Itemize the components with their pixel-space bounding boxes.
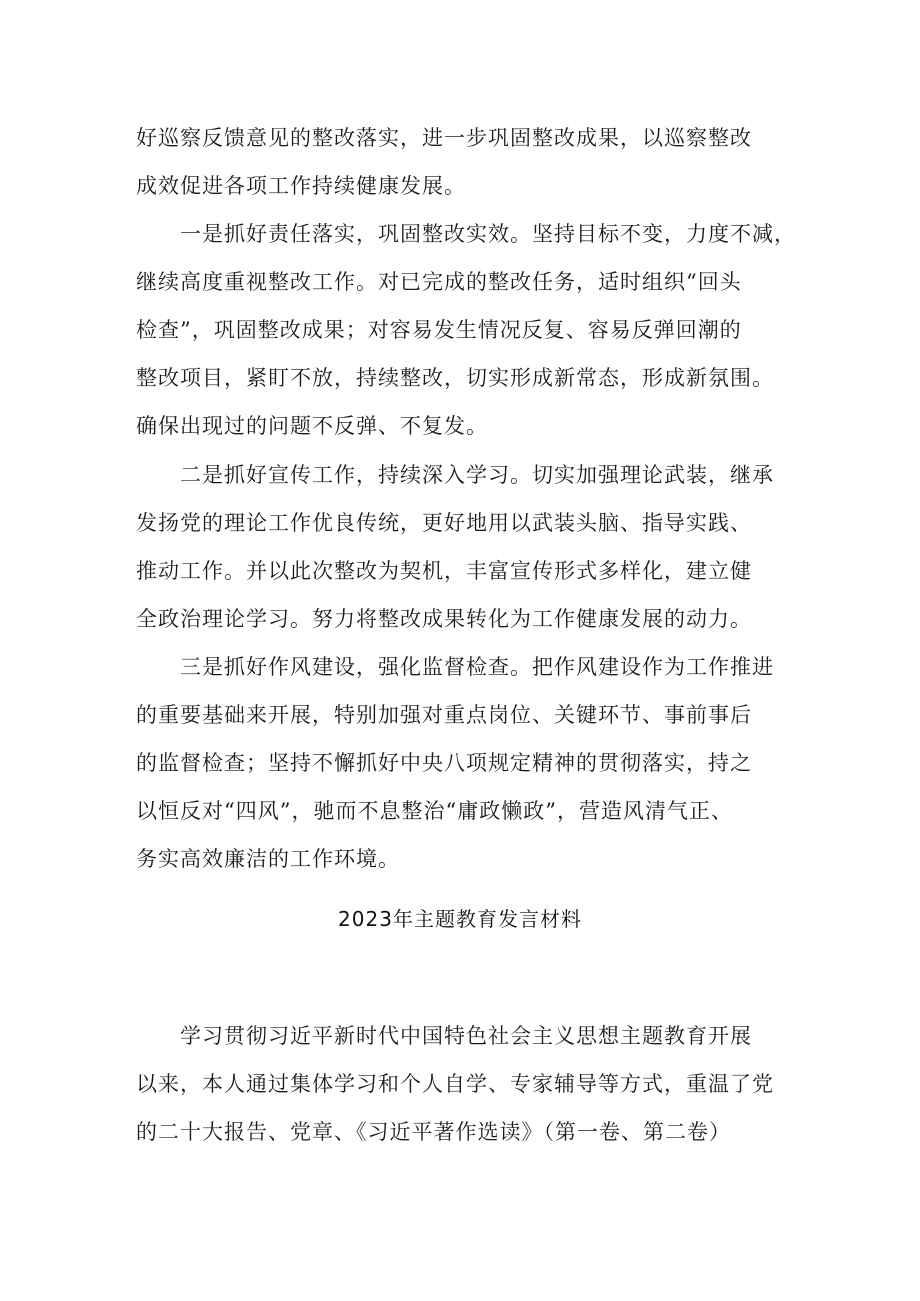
text-line: 检查”，巩固整改成果；对容易发生情况反复、容易反弹回潮的 — [136, 318, 742, 342]
text-line: 务实高效廉洁的工作环境。 — [136, 847, 400, 871]
text-line: 好巡察反馈意见的整改落实，进一步巩固整改成果，以巡察整改 — [136, 126, 752, 150]
text-line: 推动工作。并以此次整改为契机，丰富宣传形式多样化，建立健 — [136, 559, 752, 583]
text-line: 的二十大报告、党章、《习近平著作选读》（第一卷、第二卷） — [136, 1120, 731, 1144]
text-line: 的监督检查；坚持不懈抓好中央八项规定精神的贯彻落实，持之 — [136, 751, 752, 775]
text-line: 整改项目，紧盯不放，持续整改，切实形成新常态，形成新氛围。 — [136, 366, 774, 390]
text-line: 学习贯彻习近平新时代中国特色社会主义思想主题教育开展 — [136, 1024, 752, 1048]
section-title: 2023年主题教育发言材料 — [338, 907, 582, 931]
text-line: 成效促进各项工作持续健康发展。 — [136, 174, 466, 198]
paragraph-point-three — [136, 643, 796, 883]
text-line: 以恒反对“四风”，驰而不息整治“庸政懒政”，营造风清气正、 — [136, 799, 733, 823]
paragraph-point-two — [136, 451, 796, 643]
paragraph-point-one — [136, 210, 796, 450]
paragraph-closing — [136, 1012, 796, 1156]
text-line: 以来，本人通过集体学习和个人自学、专家辅导等方式，重温了党 — [136, 1072, 774, 1096]
text-line: 一是抓好责任落实，巩固整改实效。坚持目标不变，力度不减， — [136, 222, 796, 246]
text-line: 二是抓好宣传工作，持续深入学习。切实加强理论武装，继承 — [136, 463, 774, 487]
text-line: 确保出现过的问题不反弹、不复发。 — [136, 414, 488, 438]
text-line: 的重要基础来开展，特别加强对重点岗位、关键环节、事前事后 — [136, 703, 752, 727]
text-line: 全政治理论学习。努力将整改成果转化为工作健康发展的动力。 — [136, 607, 752, 631]
paragraph-intro — [136, 114, 796, 210]
text-line: 三是抓好作风建设，强化监督检查。把作风建设作为工作推进 — [136, 655, 774, 679]
text-line: 继续高度重视整改工作。对已完成的整改任务，适时组织“回头 — [136, 270, 742, 294]
text-line: 发扬党的理论工作优良传统，更好地用以武装头脑、指导实践、 — [136, 511, 752, 535]
